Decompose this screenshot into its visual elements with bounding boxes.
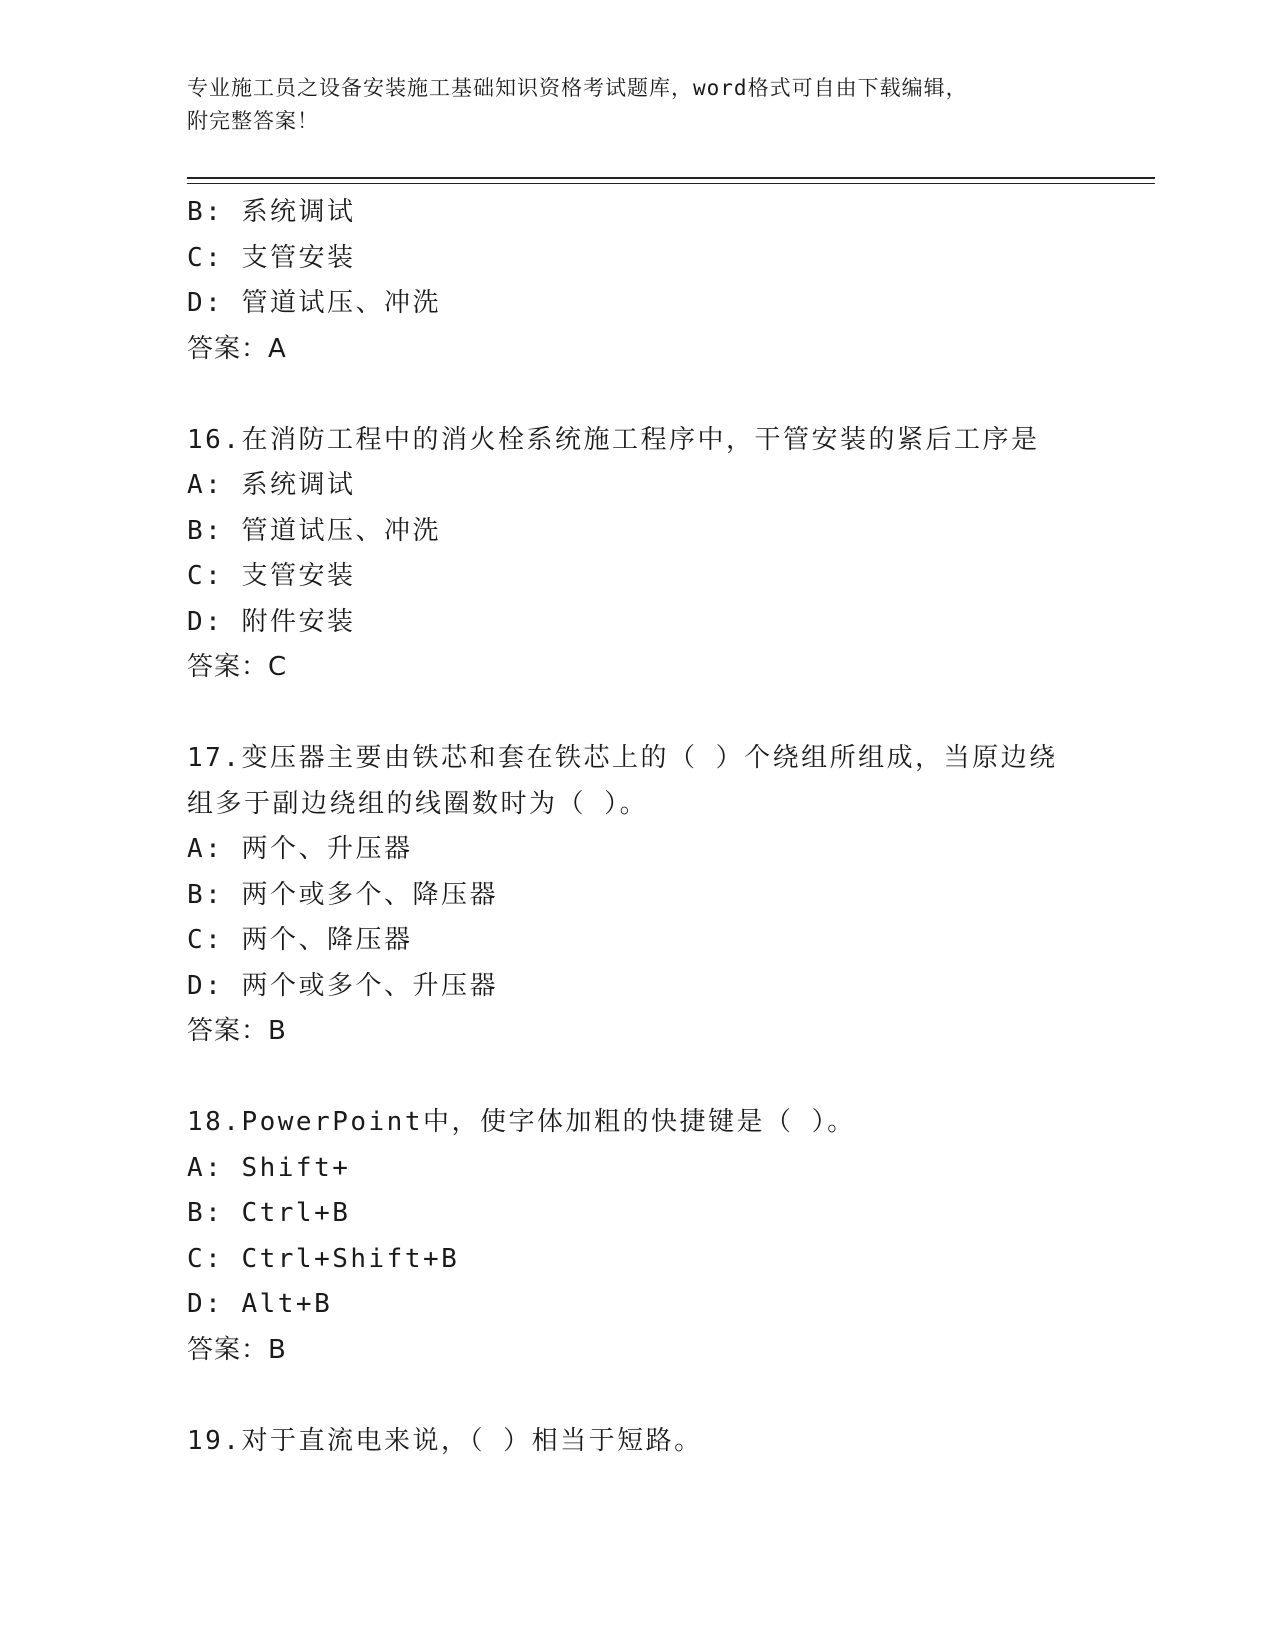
spacer: [187, 372, 1087, 418]
question-block-16: [187, 418, 1087, 691]
question-block-19: [187, 1419, 1087, 1465]
question-text: 16.在消防工程中的消火栓系统施工程序中，干管安装的紧后工序是: [187, 424, 1040, 455]
answer-line: 答案：B: [187, 1334, 287, 1365]
spacer: [187, 1055, 1087, 1101]
spacer: [187, 691, 1087, 737]
option-a: A: 两个、升压器: [187, 834, 413, 864]
document-header: [187, 72, 1087, 138]
answer-line: 答案：C: [187, 652, 288, 682]
answer-line: 答案：A: [187, 333, 287, 364]
header-divider-thick: [187, 177, 1155, 179]
option-d: D: 两个或多个、升压器: [187, 970, 498, 1001]
question-block-15: [187, 190, 1087, 372]
answer-line: 答案：B: [187, 1016, 287, 1046]
option-d: D: Alt+B: [187, 1289, 333, 1319]
option-b: B: Ctrl+B: [187, 1198, 351, 1228]
question-text-line-2: 组多于副边绕组的线圈数时为（ ）。: [187, 788, 649, 819]
question-text: 18.PowerPoint中，使字体加粗的快捷键是（ ）。: [187, 1107, 856, 1137]
option-b: B: 两个或多个、降压器: [187, 879, 498, 910]
question-text-line-1: 17.变压器主要由铁芯和套在铁芯上的（ ）个绕组所组成，当原边绕: [187, 743, 1058, 773]
header-line-1: 专业施工员之设备安装施工基础知识资格考试题库，word格式可自由下载编辑，: [187, 76, 968, 100]
question-block-17: [187, 736, 1087, 1055]
spacer: [187, 1373, 1087, 1419]
question-list: [187, 190, 1087, 1464]
option-d: D: 管道试压、冲洗: [187, 288, 441, 318]
question-text: 19.对于直流电来说，（ ）相当于短路。: [187, 1425, 703, 1456]
option-c: C: 支管安装: [187, 242, 356, 273]
option-c: C: 两个、降压器: [187, 925, 413, 955]
option-b: B: 系统调试: [187, 197, 356, 227]
option-c: C: Ctrl+Shift+B: [187, 1243, 460, 1274]
header-line-2: 附完整答案！: [187, 109, 319, 133]
header-divider-thin: [187, 183, 1155, 184]
option-a: A: 系统调试: [187, 470, 356, 500]
option-a: A: Shift+: [187, 1152, 351, 1183]
question-block-18: [187, 1100, 1087, 1373]
option-b: B: 管道试压、冲洗: [187, 515, 441, 546]
option-d: D: 附件安装: [187, 606, 356, 637]
option-c: C: 支管安装: [187, 561, 356, 591]
